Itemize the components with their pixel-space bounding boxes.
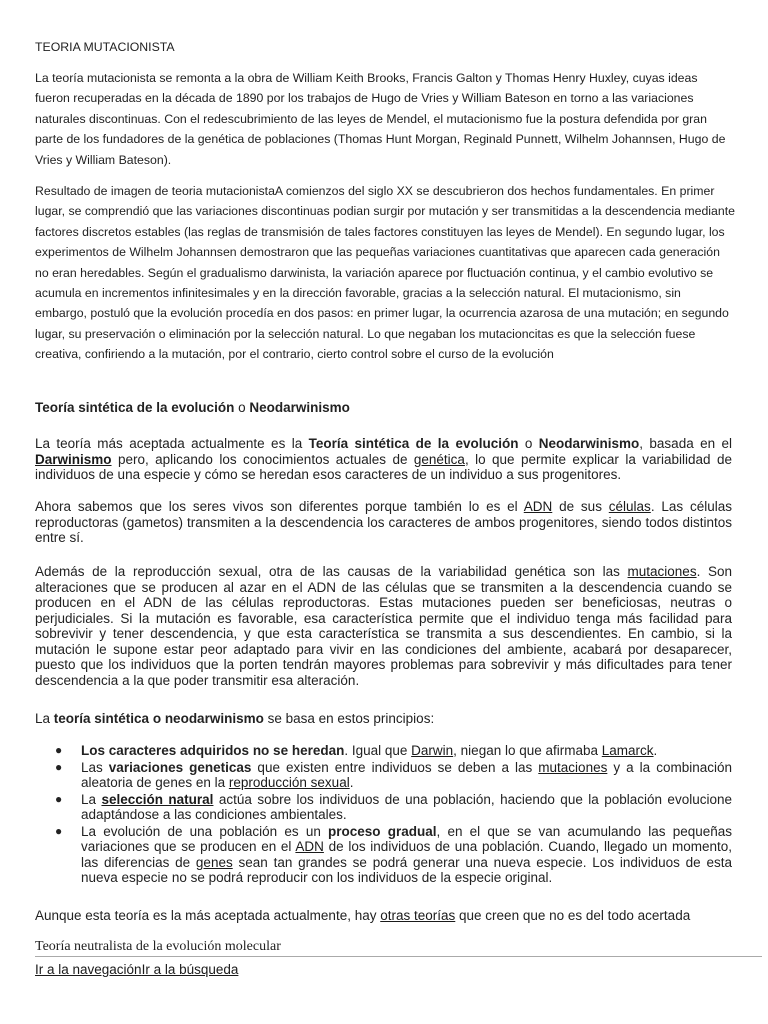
bold-text: proceso gradual <box>328 823 437 839</box>
text: de los individuos de una población. Cuando, llegado un momento, las diferencias de <box>81 839 732 870</box>
text: y a la combinación aleatoria de genes en la <box>81 759 732 790</box>
text: . Las células reproductoras (gametos) transmiten a la descendencia los caracteres de ambos progenitores, siendo todos distintos entre sí. <box>35 499 733 545</box>
text: . <box>653 743 658 758</box>
link-otras-teorias[interactable]: otras teorías <box>380 908 456 923</box>
text: actúa sobre los individuos de una población, haciendo que la población evolucione adaptándose a las condiciones ambientales. <box>81 791 732 822</box>
skip-links <box>35 962 238 977</box>
text: Aunque esta teoría es la más aceptada actualmente, hay <box>35 908 381 923</box>
link-adn[interactable]: ADN <box>523 499 553 514</box>
bullet-icon: ● <box>55 791 63 806</box>
text: , lo que permite explicar la variabilidad de individuos de una especie y cómo se heredan esos caracteres de un individuo a sus progenitores. <box>35 451 733 482</box>
text: Las <box>81 759 109 775</box>
text: o <box>518 436 539 451</box>
paragraph-mutaciones <box>35 564 732 688</box>
link-genetica[interactable]: genética <box>413 451 465 467</box>
text: , en el que se van acumulando las pequeñas variaciones que se producen en el <box>81 823 733 854</box>
bold-text: teoría sintética o neodarwinismo <box>53 711 264 726</box>
link-mutaciones[interactable]: mutaciones <box>627 564 697 579</box>
text: Además de la reproducción sexual, otra de las causas de la variabilidad genética son las <box>35 564 628 579</box>
list-item <box>35 760 732 791</box>
link-ir-busqueda[interactable]: Ir a la búsqueda <box>141 962 239 977</box>
text: , niegan lo que afirmaba <box>453 743 602 758</box>
bold-text: Teoría sintética de la evolución <box>308 436 519 451</box>
link-lamarck[interactable]: Lamarck <box>601 743 654 758</box>
text: . <box>349 775 354 790</box>
bold-text: Los caracteres adquiridos no se heredan <box>81 743 345 758</box>
paragraph-adn <box>35 499 732 546</box>
link-celulas[interactable]: células <box>608 499 651 514</box>
paragraph-mutacionismo-facts: Resultado de imagen de teoria mutacionistaA comienzos del siglo XX se descubrieron dos hechos fundamentales. En primer lugar, se comprendió que las variaciones discontinuas podian surgir por mutación y ser transmitidas a la descendencia mediante factores discretos estables (las reglas de transmisión de tales factores constituyen las leyes de Mendel). En segundo lugar, los experimentos de Wilhelm Johannsen demostraron que las pequeñas variaciones cuantitativas que aparecen cada generación no eran heredables. Según el gradualismo darwinista, la variación aparece por fluctuación continua, y el cambio evolutivo se acumula en incrementos infinitesimales y en la dirección favorable, gracias a la selección natural. El mutacionismo, sin embargo, postuló que la evolución procedía en dos pasos: en primer lugar, la ocurrencia azarosa de una mutación; en segundo lugar, su preservación o eliminación por la selección natural. Lo que negaban los mutacioncitas es que la selección fuese creativa, confiriendo a la mutación, por el contrario, cierto control sobre el curso de la evolución <box>35 184 735 362</box>
text: Ahora sabemos que los seres vivos son diferentes porque también lo es el <box>35 499 524 514</box>
heading-part-b: Neodarwinismo <box>249 400 350 415</box>
list-item <box>35 792 732 823</box>
section-title: TEORIA MUTACIONISTA <box>35 40 175 54</box>
text: . Son alteraciones que se producen al azar en el ADN de las células que se transmiten a la descendencia cuando se producen en el ADN de las células reproductoras. Estas mutaciones pueden ser beneficiosas, neutras o perjudiciales. Si la mutación es favorable, esa característica permite que el individuo tenga más facilidad para sobrevivir y tener descendencia, y que esta característica se transmita a sus descendientes. En cambio, si la mutación le supone estar peor adaptado para vivir en las condiciones del ambiente, acabará por desaparecer, puesto que los individuos que la porten tendrán mayores problemas para sobrevivir y más dificultades para tener descendencia a la que poder transmitir esa alteración. <box>35 564 732 688</box>
link-ir-navegacion[interactable]: Ir a la navegación <box>35 962 142 977</box>
link-genes[interactable]: genes <box>195 854 233 870</box>
text: , basada en el <box>639 436 733 451</box>
list-item <box>35 743 732 759</box>
text: de sus <box>552 499 609 514</box>
bullet-icon: ● <box>55 759 63 774</box>
list-item <box>35 824 732 886</box>
paragraph-principios <box>35 711 732 727</box>
text: se basa en estos principios: <box>263 711 435 726</box>
link-reproduccion-sexual[interactable]: reproducción sexual <box>228 775 350 790</box>
paragraph-otras-teorias <box>35 908 732 924</box>
bold-text: Neodarwinismo <box>538 436 640 451</box>
heading-teoria-sintetica <box>35 400 735 415</box>
heading-teoria-neutralista: Teoría neutralista de la evolución molecular <box>35 939 281 954</box>
principles-list <box>35 743 732 887</box>
link-seleccion-natural[interactable]: selección natural <box>101 791 214 807</box>
bullet-icon: ● <box>55 823 63 838</box>
paragraph-neodarwinismo <box>35 436 732 483</box>
text: La evolución de una población es un <box>81 823 329 839</box>
bullet-icon: ● <box>55 743 63 757</box>
heading-connector: o <box>234 400 250 415</box>
text: . Igual que <box>344 743 412 758</box>
link-darwinismo[interactable]: Darwinismo <box>35 451 112 467</box>
divider <box>35 956 762 957</box>
link-darwin[interactable]: Darwin <box>411 743 454 758</box>
link-mutaciones[interactable]: mutaciones <box>538 759 608 775</box>
link-adn[interactable]: ADN <box>295 839 324 854</box>
paragraph-mutacionismo-origin: La teoría mutacionista se remonta a la obra de William Keith Brooks, Francis Galton y Thomas Henry Huxley, cuyas ideas fueron recuperadas en la década de 1890 por los trabajos de Hugo de Vries y William Bateson en torno a las variaciones naturales discontinuas. Con el redescubrimiento de las leyes de Mendel, el mutacionismo fue la postura defendida por gran parte de los fundadores de la genética de poblaciones (Thomas Hunt Morgan, Reginald Punnett, Wilhelm Johannsen, Hugo de Vries y William Bateson). <box>35 71 726 167</box>
text: La teoría más aceptada actualmente es la <box>35 436 309 451</box>
text: La <box>81 791 102 807</box>
text: que existen entre individuos se deben a las <box>251 759 539 775</box>
text: La <box>35 711 54 726</box>
bold-text: variaciones geneticas <box>108 759 252 775</box>
text: sean tan grandes se podrá generar una nueva especie. Los individuos de esta nueva especie no se podrá reproducir con los individuos de la especie original. <box>81 854 732 885</box>
text: que creen que no es del todo acertada <box>455 908 691 923</box>
text: pero, aplicando los conocimientos actuales de <box>111 451 414 467</box>
heading-part-a: Teoría sintética de la evolución <box>35 400 235 415</box>
